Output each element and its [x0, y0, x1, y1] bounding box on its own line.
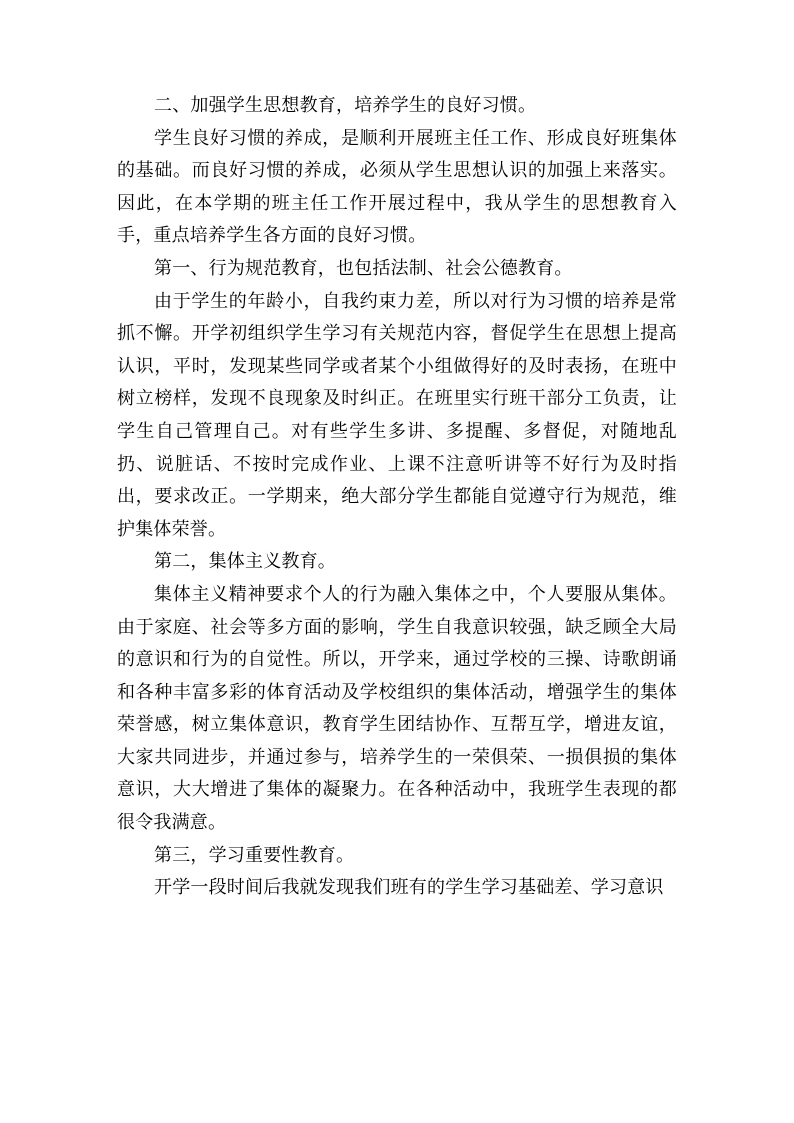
subsection-heading: 第二，集体主义教育。: [154, 551, 336, 573]
body-paragraph: 由于学生的年龄小，自我约束力差，所以对行为习惯的培养是常抓不懈。开学初组织学生学习有关规范内容，督促学生在思想上提高认识，平时，发现某些同学或者某个小组做得好的及时表扬，在班中树立榜样，发现不良现象及时纠正。在班里实行班干部分工负责，让学生自己管理自己。对有些学生多讲、多提醒、多督促，对随地乱扔、说脏话、不按时完成作业、上课不注意听讲等不好行为及时指出，要求改正。一学期来，绝大部分学生都能自觉遵守行为规范，维护集体荣誉。: [117, 290, 677, 540]
subsection-heading: 第一、行为规范教育，也包括法制、社会公德教育。: [154, 257, 573, 279]
body-paragraph: 开学一段时间后我就发现我们班有的学生学习基础差、学习意识: [154, 877, 664, 899]
section-heading: 二、加强学生思想教育，培养学生的良好习惯。: [154, 95, 537, 116]
body-paragraph: 学生良好习惯的养成，是顺利开展班主任工作、形成良好班集体的基础。而良好习惯的养成，必须从学生思想认识的加强上来落实。因此，在本学期的班主任工作开展过程中，我从学生的思想教育入手，重点培养学生各方面的良好习惯。: [117, 127, 677, 247]
document-page: [117, 90, 677, 905]
subsection-heading: 第三，学习重要性教育。: [154, 844, 355, 866]
body-paragraph: 集体主义精神要求个人的行为融入集体之中，个人要服从集体。由于家庭、社会等多方面的影响，学生自我意识较强，缺乏顾全大局的意识和行为的自觉性。所以，开学来，通过学校的三操、诗歌朗诵和各种丰富多彩的体育活动及学校组织的集体活动，增强学生的集体荣誉感，树立集体意识，教育学生团结协作、互帮互学，增进友谊，大家共同进步，并通过参与，培养学生的一荣俱荣、一损俱损的集体意识，大大增进了集体的凝聚力。在各种活动中，我班学生表现的都很令我满意。: [117, 583, 677, 834]
